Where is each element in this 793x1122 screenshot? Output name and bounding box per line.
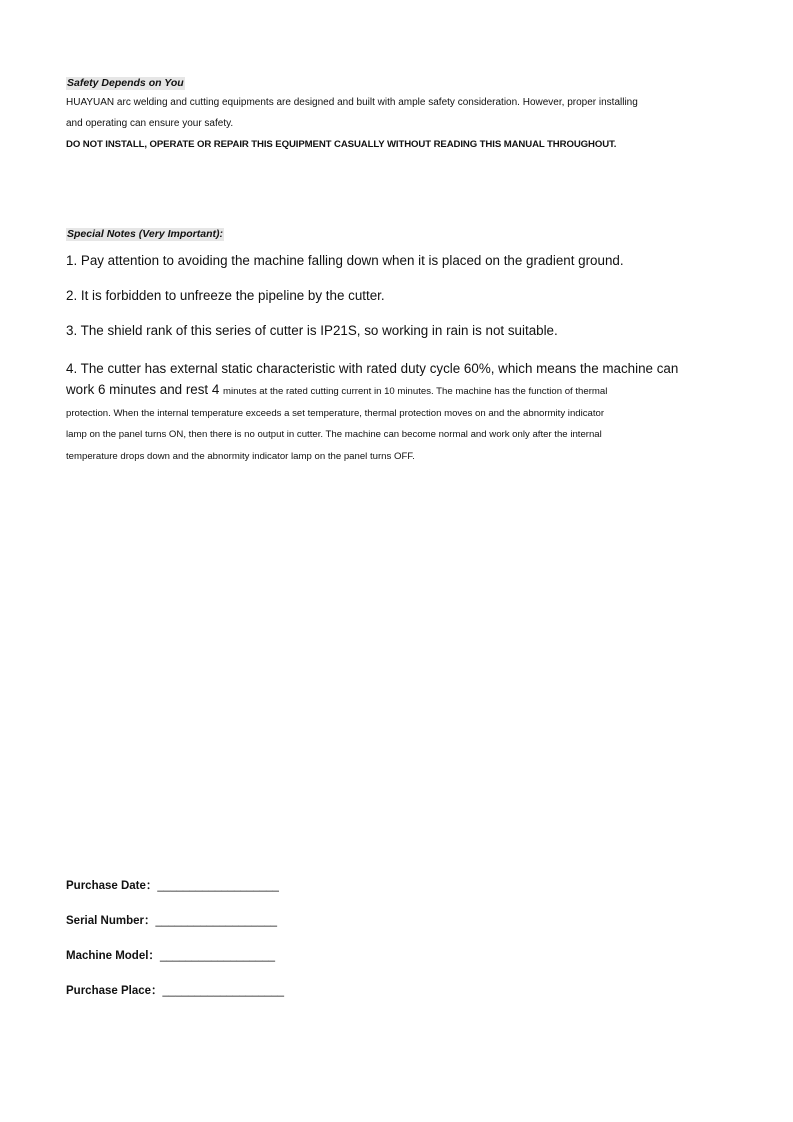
serial-number-field[interactable] [66, 912, 277, 928]
note-1: 1. Pay attention to avoiding the machine falling down when it is placed on the gradient ground. [66, 253, 624, 268]
serial-number-label: Serial Number： [66, 915, 156, 927]
purchase-date-field[interactable] [66, 877, 279, 893]
note-4-line-2-large: work 6 minutes and rest 4 [66, 382, 224, 397]
machine-model-field[interactable] [66, 947, 275, 963]
note-3: 3. The shield rank of this series of cutter is IP21S, so working in rain is not suitable. [66, 323, 558, 338]
note-2: 2. It is forbidden to unfreeze the pipeline by the cutter. [66, 288, 385, 303]
safety-heading: Safety Depends on You [67, 77, 184, 89]
purchase-place-blank[interactable]: ___________________ [162, 985, 285, 997]
safety-paragraph-line-2: and operating can ensure your safety. [66, 118, 234, 129]
note-4 [66, 358, 706, 467]
machine-model-blank[interactable]: __________________ [159, 950, 276, 962]
note-4-line-3: protection. When the internal temperature exceeds a set temperature, thermal protection moves on and the abnormity indicator [66, 407, 605, 419]
note-4-line-4: lamp on the panel turns ON, then there is no output in cutter. The machine can become normal and work only after the internal [66, 429, 602, 440]
safety-paragraph-line-1: HUAYUAN arc welding and cutting equipments are designed and built with ample safety consideration. However, proper installing [66, 97, 638, 108]
note-4-line-1: 4. The cutter has external static characteristic with rated duty cycle 60%, which means the machine can [66, 361, 679, 376]
serial-number-blank[interactable]: ___________________ [155, 915, 278, 927]
purchase-date-label: Purchase Date： [66, 880, 158, 892]
purchase-place-field[interactable] [66, 982, 284, 998]
note-4-line-2 [66, 379, 706, 403]
purchase-place-label: Purchase Place： [66, 985, 163, 997]
note-4-line-5: temperature drops down and the abnormity indicator lamp on the panel turns OFF. [66, 450, 415, 462]
note-4-line-2-small: minutes at the rated cutting current in 10 minutes. The machine has the function of thermal [223, 386, 608, 397]
purchase-date-blank[interactable]: ___________________ [157, 880, 279, 892]
safety-warning: DO NOT INSTALL, OPERATE OR REPAIR THIS EQUIPMENT CASUALLY WITHOUT READING THIS MANUAL THROUGHOUT. [66, 139, 617, 150]
machine-model-label: Machine Model： [66, 950, 160, 962]
special-notes-heading: Special Notes (Very Important): [67, 228, 223, 240]
